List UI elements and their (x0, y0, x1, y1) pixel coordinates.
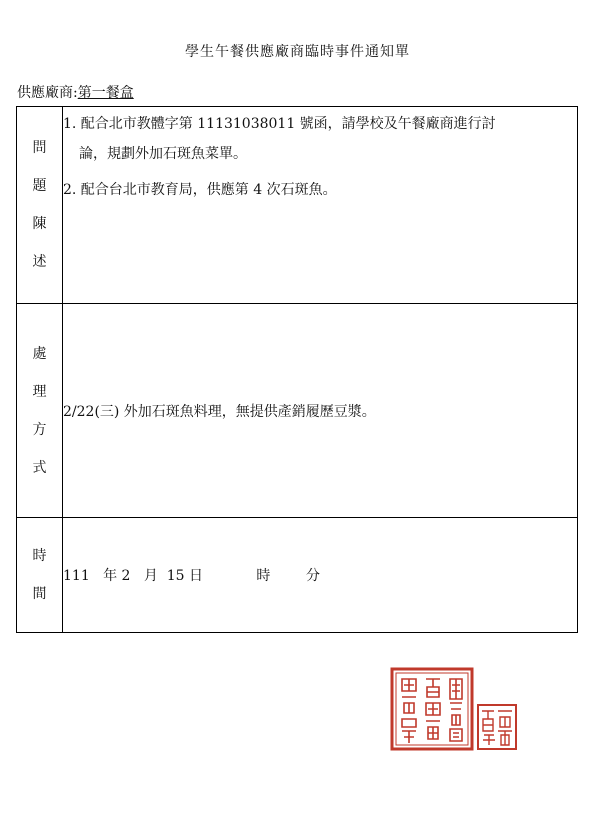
problem-item-1: 1. 配合北市教體字第 11131038011 號函，請學校及午餐廠商進行討 論，規劃外加石斑魚菜單。 (63, 116, 496, 162)
problem-row (17, 107, 578, 304)
handling-label: 處 理 方 式 (17, 304, 63, 518)
problem-item-2: 2. 配合台北市教育局，供應第 4 次石斑魚。 (63, 182, 337, 198)
vendor-name: 第一餐盒 (77, 85, 134, 101)
time-hour-unit: 時 (256, 568, 271, 584)
vendor-label: 供應廠商: (17, 85, 78, 101)
time-day: 15 (166, 568, 185, 584)
problem-description (63, 107, 578, 304)
time-minute-unit: 分 (306, 568, 321, 584)
time-row (17, 518, 578, 633)
notice-form-table (16, 106, 578, 633)
problem-label: 問 題 陳 述 (17, 107, 63, 304)
handling-row (17, 304, 578, 518)
time-month: 2 (121, 568, 131, 584)
time-year: 111 (63, 568, 90, 584)
time-value: 111 年 2 月 15 日 時 分 (63, 518, 578, 633)
document-title: 學生午餐供應廠商臨時事件通知單 (185, 44, 410, 60)
time-label: 時 間 (17, 518, 63, 633)
official-seal-stamp (390, 667, 520, 753)
handling-method: 2/22(三) 外加石斑魚料理，無提供產銷履歷豆漿。 (63, 304, 578, 518)
vendor-line (17, 82, 134, 102)
